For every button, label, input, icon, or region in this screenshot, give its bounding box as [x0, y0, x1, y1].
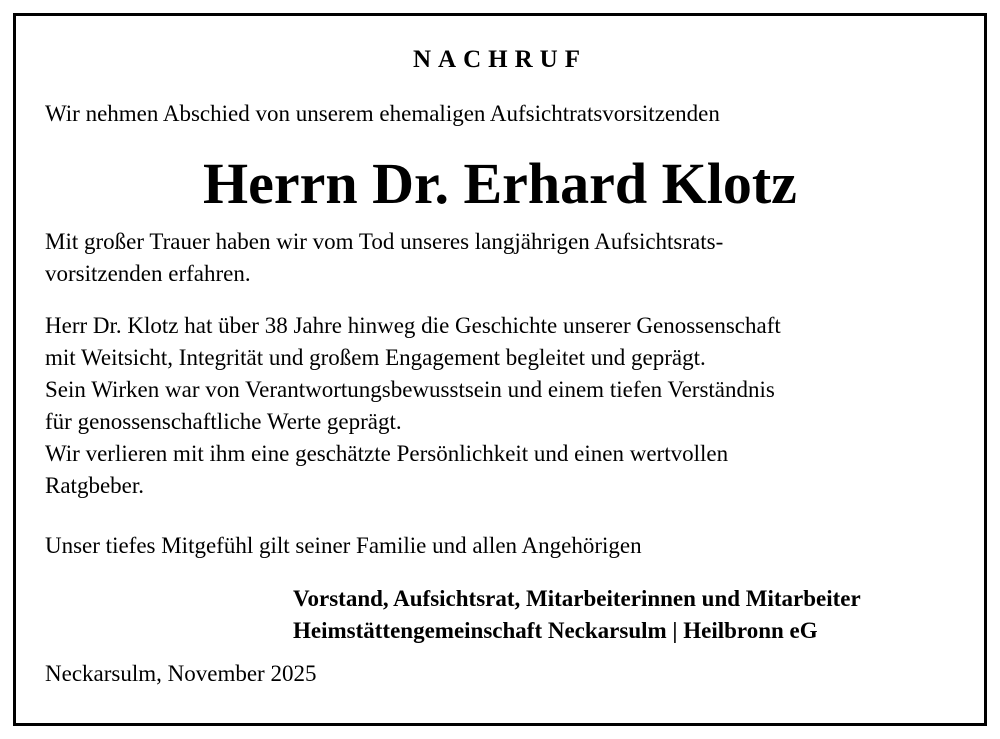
signature-line-organization: Heimstättengemeinschaft Neckarsulm | Heilbronn eG [293, 618, 818, 643]
paragraph-line: Mit großer Trauer haben wir vom Tod unseres langjährigen Aufsichtsrats- [45, 229, 724, 254]
paragraph-line: Sein Wirken war von Verantwortungsbewusstsein und einem tiefen Verständnis [45, 377, 775, 402]
paragraph-tribute [45, 310, 781, 502]
paragraph-line: vorsitzenden erfahren. [45, 261, 251, 286]
deceased-name: Herrn Dr. Erhard Klotz [203, 151, 797, 216]
obituary-heading: NACHRUF [413, 46, 587, 73]
paragraph-line: Wir verlieren mit ihm eine geschätzte Persönlichkeit und einen wertvollen [45, 441, 729, 466]
paragraph-line: Ratgbeber. [45, 473, 144, 498]
paragraph-line: Unser tiefes Mitgefühl gilt seiner Familie und allen Angehörigen [45, 533, 642, 558]
place-date: Neckarsulm, November 2025 [45, 661, 317, 686]
intro-line: Wir nehmen Abschied von unserem ehemaligen Aufsichtratsvorsitzenden [45, 101, 720, 126]
paragraph-line: für genossenschaftliche Werte geprägt. [45, 409, 402, 434]
paragraph-line: Herr Dr. Klotz hat über 38 Jahre hinweg die Geschichte unserer Genossenschaft [45, 313, 781, 338]
paragraph-condolence [45, 226, 723, 290]
paragraph-sympathy [45, 530, 642, 562]
signature-block [293, 583, 861, 647]
paragraph-line: mit Weitsicht, Integrität und großem Engagement begleitet und geprägt. [45, 345, 706, 370]
signature-line-staff: Vorstand, Aufsichtsrat, Mitarbeiterinnen und Mitarbeiter [293, 586, 861, 611]
